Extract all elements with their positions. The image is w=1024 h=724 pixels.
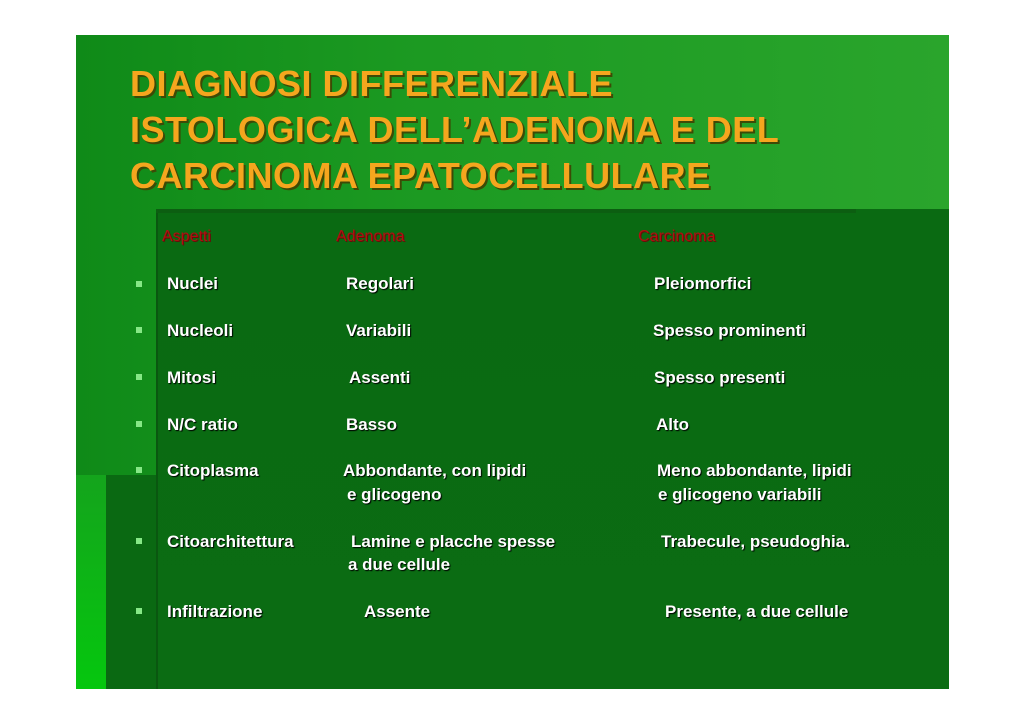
row-adenoma: Lamine e placche spesse <box>351 532 556 551</box>
header-carcinoma: Carcinoma <box>638 228 716 245</box>
row-aspect: Citoplasma <box>167 461 259 480</box>
header-adenoma: Adenoma <box>336 228 405 245</box>
row-adenoma: Regolari <box>346 274 415 293</box>
row-carcinoma-cont: e glicogeno variabili <box>658 485 822 504</box>
slide-title <box>130 61 779 199</box>
row-carcinoma: Presente, a due cellule <box>665 602 849 621</box>
row-carcinoma: Trabecule, pseudoghia. <box>661 532 850 551</box>
row-adenoma: Basso <box>346 415 398 434</box>
bullet-icon <box>136 281 142 287</box>
panel-top-edge <box>156 209 856 213</box>
row-aspect: Infiltrazione <box>167 602 263 621</box>
row-carcinoma: Spesso presenti <box>654 368 786 387</box>
row-aspect: Nucleoli <box>167 321 234 340</box>
row-aspect: Citoarchitettura <box>167 532 294 551</box>
bullet-icon <box>136 467 142 473</box>
row-adenoma: Variabili <box>346 321 412 340</box>
row-adenoma: Assenti <box>349 368 411 387</box>
bullet-icon <box>136 421 142 427</box>
row-adenoma-cont: e glicogeno <box>347 485 442 504</box>
row-adenoma: Abbondante, con lipidi <box>343 461 527 480</box>
row-aspect: Nuclei <box>167 274 219 293</box>
bullet-icon <box>136 538 142 544</box>
row-carcinoma: Spesso prominenti <box>653 321 807 340</box>
title-line: DIAGNOSI DIFFERENZIALE <box>130 63 614 104</box>
row-carcinoma: Meno abbondante, lipidi <box>657 461 852 480</box>
slide <box>76 35 949 689</box>
panel-extension <box>106 475 158 689</box>
slide-left-gradient <box>76 475 106 689</box>
bullet-icon <box>136 374 142 380</box>
row-aspect: Mitosi <box>167 368 217 387</box>
bullet-icon <box>136 608 142 614</box>
header-aspetti: Aspetti <box>162 228 211 245</box>
row-adenoma: Assente <box>364 602 431 621</box>
row-aspect: N/C ratio <box>167 415 238 434</box>
bullet-icon <box>136 327 142 333</box>
title-line: ISTOLOGICA DELL’ADENOMA E DEL <box>130 109 780 150</box>
row-carcinoma: Pleiomorfici <box>654 274 752 293</box>
row-adenoma-cont: a due cellule <box>348 555 451 574</box>
row-carcinoma: Alto <box>656 415 690 434</box>
title-line: CARCINOMA EPATOCELLULARE <box>130 155 711 196</box>
